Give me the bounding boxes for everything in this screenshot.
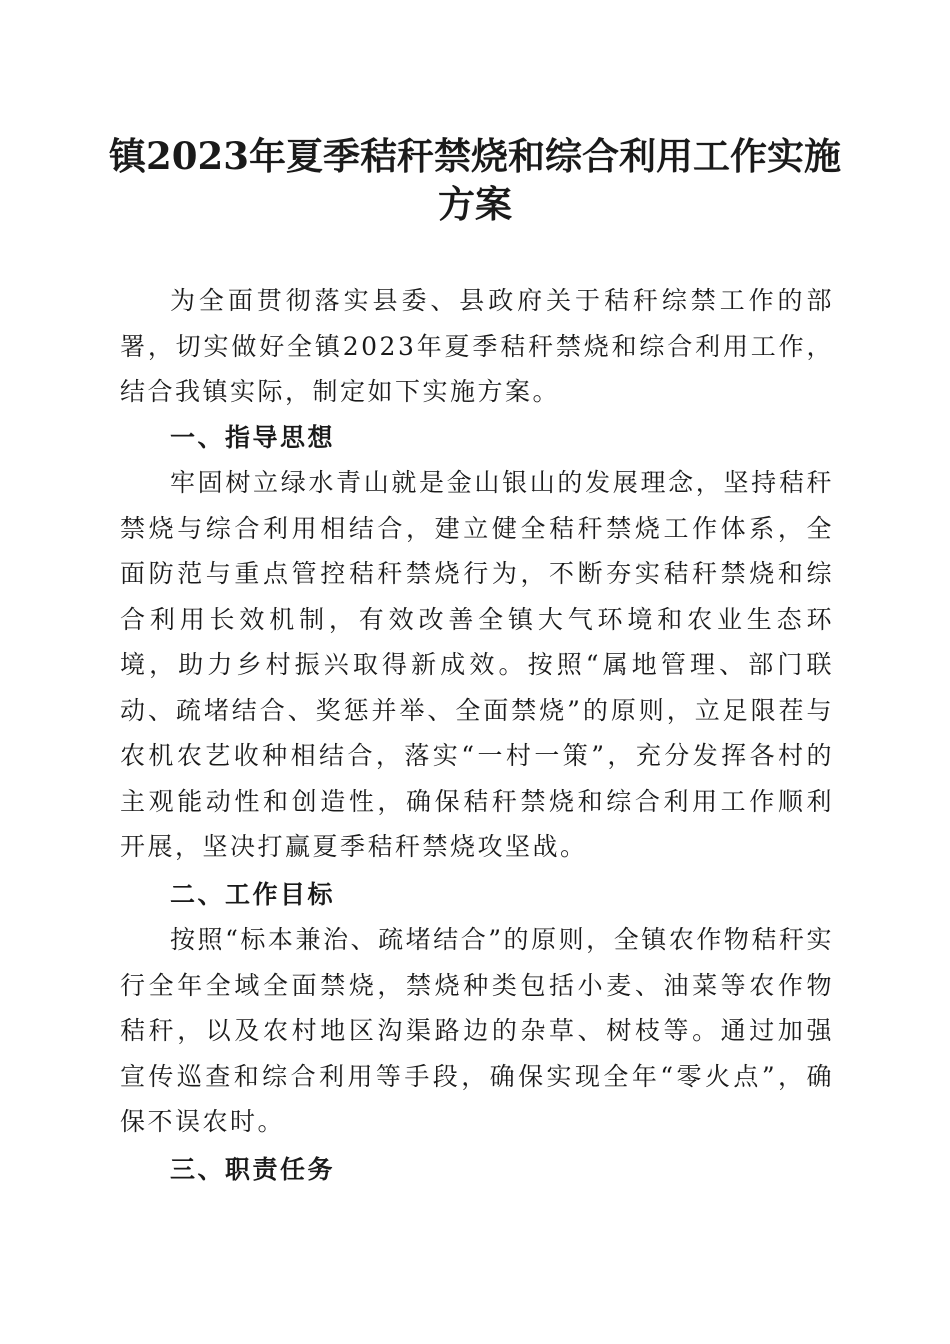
section-heading-responsibilities: 三、职责任务: [170, 1154, 336, 1184]
document-title: [100, 132, 850, 228]
section-heading-work-goals: 二、工作目标: [170, 879, 336, 909]
section-paragraph-work-goals: 按照“标本兼治、疏堵结合”的原则，全镇农作物秸秆实行全年全域全面禁烧，禁烧种类包括小麦、油菜等农作物秸秆，以及农村地区沟渠路边的杂草、树枝等。通过加强宣传巡查和综合利用等手段，确保实现全年“零火点”，确保不误农时。: [120, 925, 834, 1136]
section-heading-guiding-ideology: 一、指导思想: [170, 422, 336, 452]
document-body: [120, 278, 834, 1192]
section-paragraph-guiding-ideology: 牢固树立绿水青山就是金山银山的发展理念，坚持秸秆禁烧与综合利用相结合，建立健全秸秆禁烧工作体系，全面防范与重点管控秸秆禁烧行为，不断夯实秸秆禁烧和综合利用长效机制，有效改善全镇大气环境和农业生态环境，助力乡村振兴取得新成效。按照“属地管理、部门联动、疏堵结合、奖惩并举、全面禁烧”的原则，立足限茬与农机农艺收种相结合，落实“一村一策”，充分发挥各村的主观能动性和创造性，确保秸秆禁烧和综合利用工作顺利开展，坚决打赢夏季秸秆禁烧攻坚战。: [120, 468, 834, 861]
document-title-line-2: 方案: [438, 182, 512, 226]
document-title-line-1: 镇2023年夏季秸秆禁烧和综合利用工作实施: [109, 134, 841, 178]
intro-paragraph: 为全面贯彻落实县委、县政府关于秸秆综禁工作的部署，切实做好全镇2023年夏季秸秆禁烧和综合利用工作，结合我镇实际，制定如下实施方案。: [120, 286, 834, 406]
